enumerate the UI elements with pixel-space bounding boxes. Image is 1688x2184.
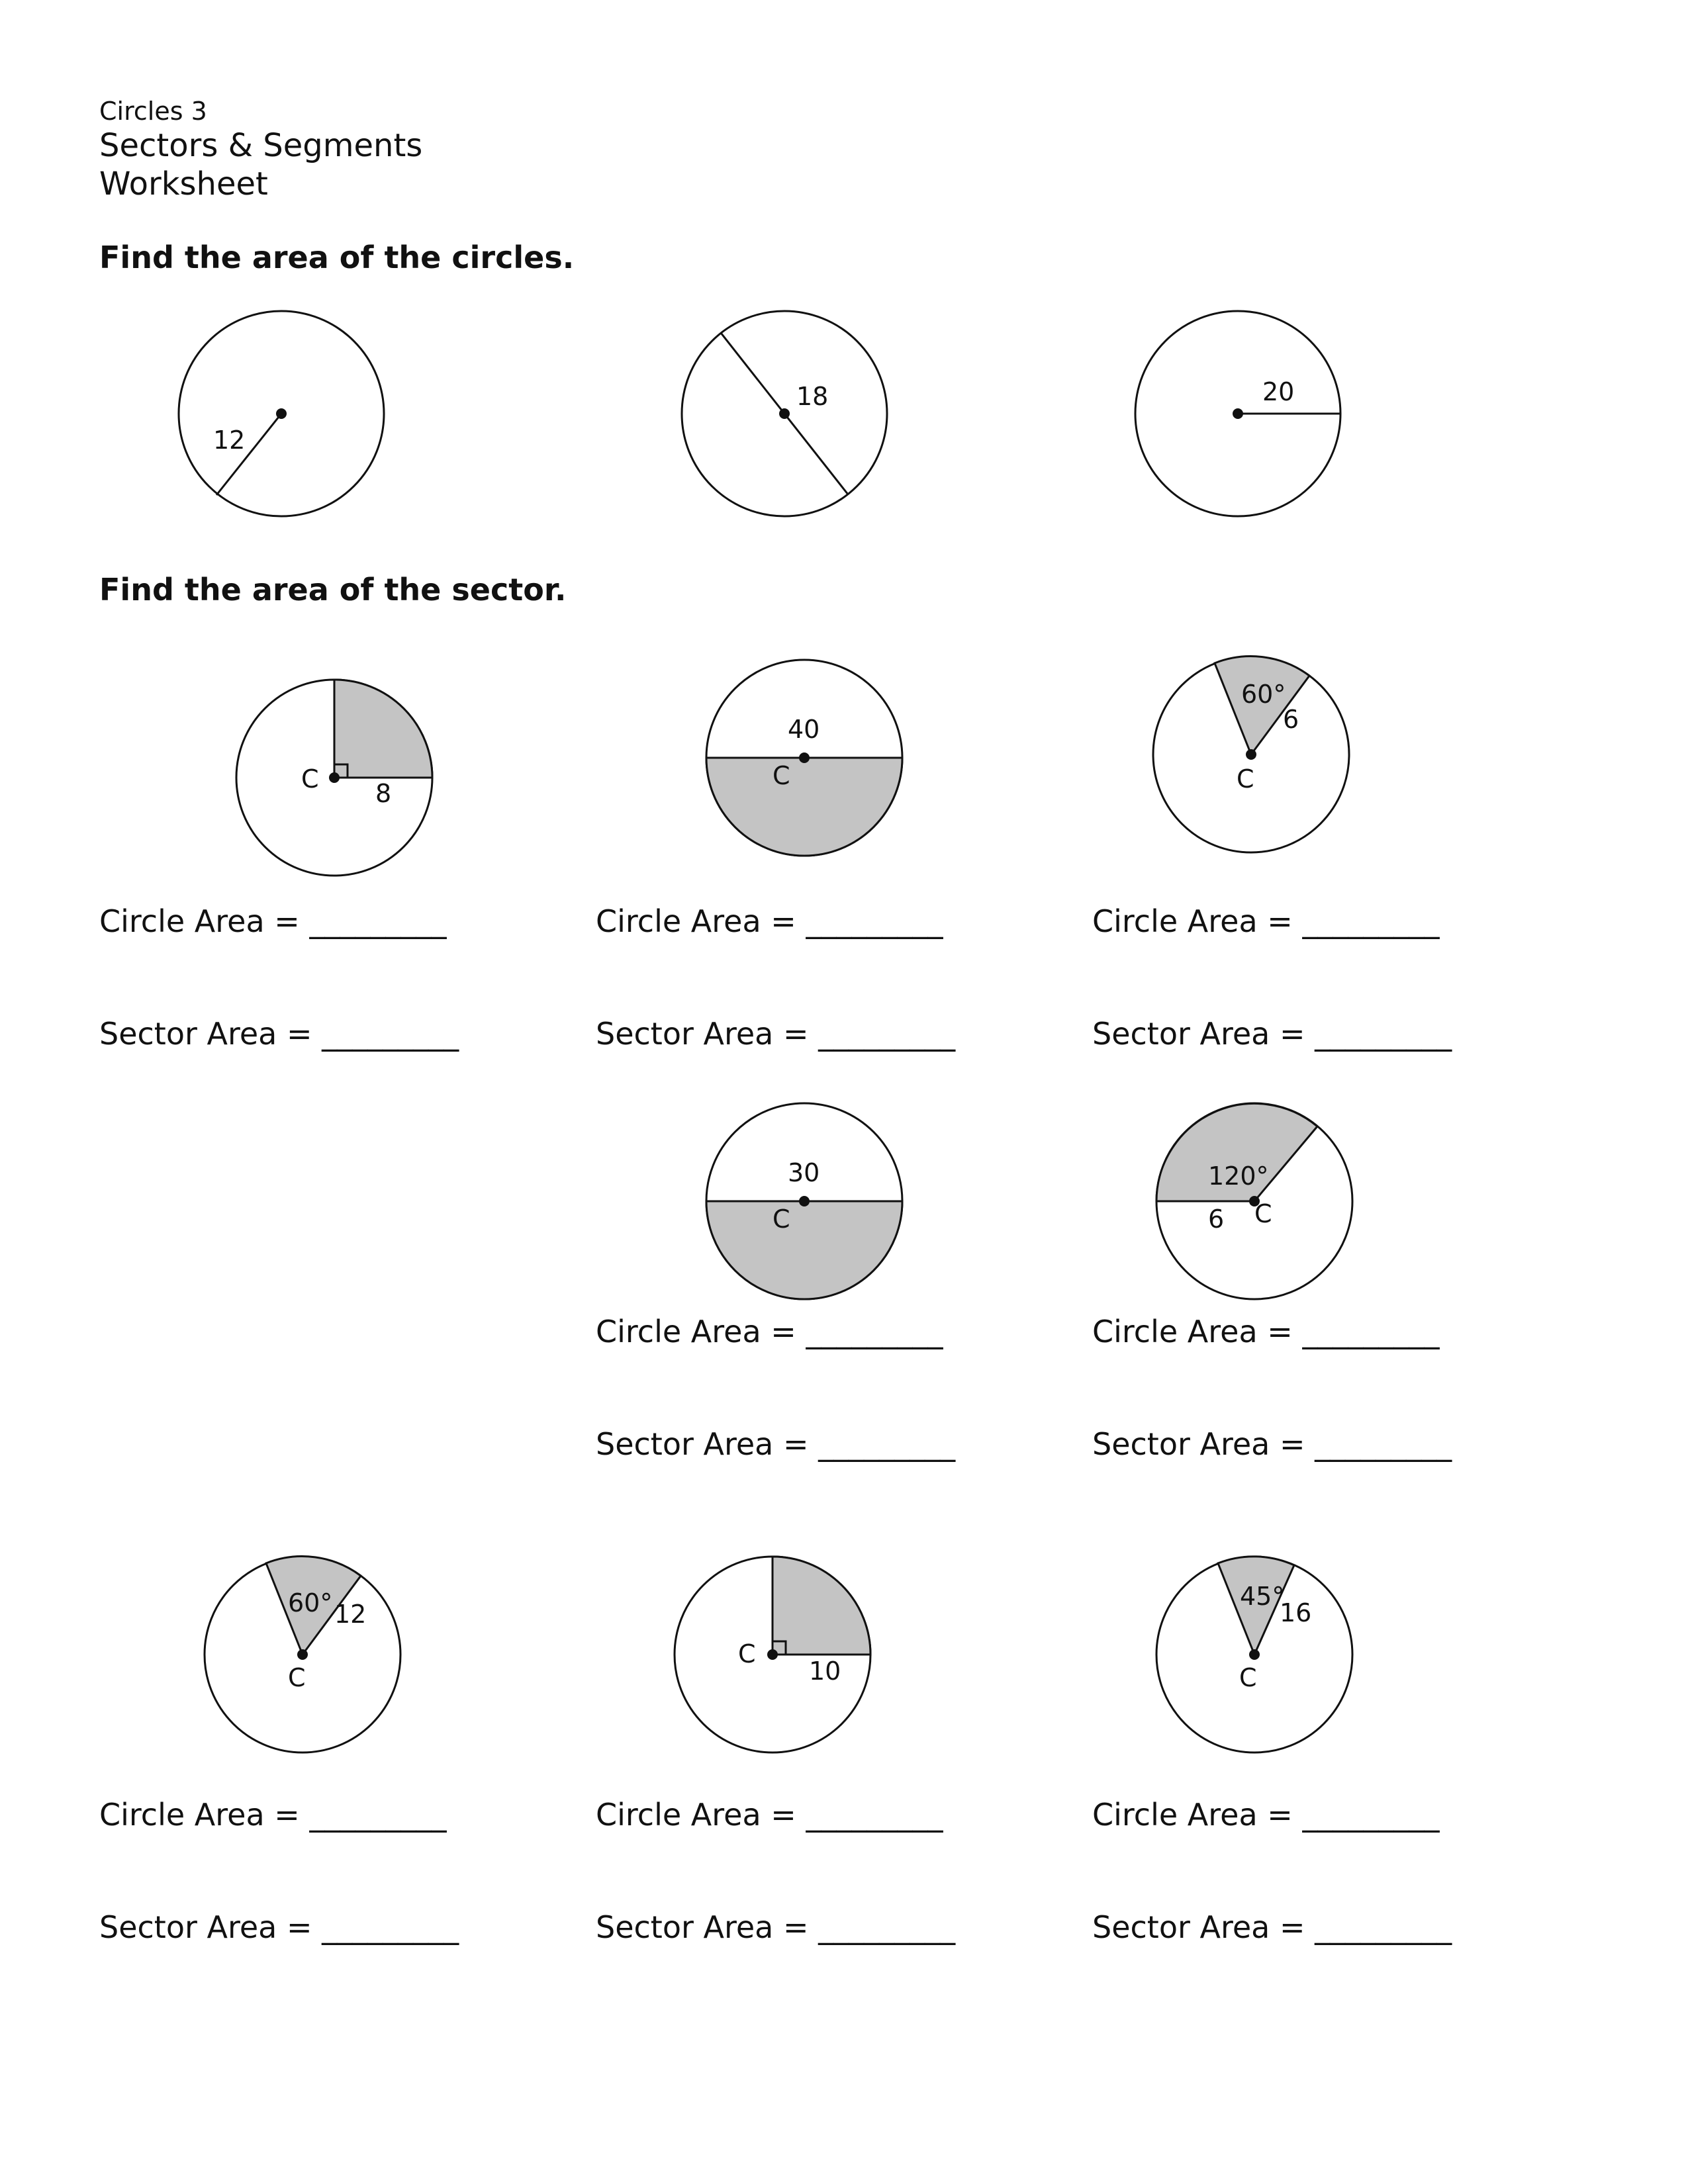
radius-label: 20	[1262, 377, 1295, 406]
angle-label: 45°	[1240, 1582, 1285, 1611]
center-label: C	[1254, 1199, 1272, 1228]
sector-figure-3	[1152, 655, 1357, 860]
center-point	[1249, 1649, 1260, 1660]
sector-area-answer-4[interactable]: Sector Area = _________	[596, 1426, 956, 1462]
center-point	[799, 1196, 810, 1206]
circle-area-answer-8[interactable]: Circle Area = _________	[1092, 1797, 1440, 1833]
sector-area-answer-7[interactable]: Sector Area = _________	[596, 1909, 956, 1945]
sector-figure-5	[1155, 1102, 1360, 1307]
sector-figure-6	[203, 1555, 408, 1760]
center-point	[1246, 749, 1256, 760]
sector-area-answer-2[interactable]: Sector Area = _________	[596, 1016, 956, 1052]
center-point	[779, 408, 790, 419]
shaded-semicircle	[706, 1201, 902, 1299]
center-point	[1233, 408, 1243, 419]
worksheet-subtitle: Worksheet	[99, 165, 268, 203]
instruction-circles: Find the area of the circles.	[99, 240, 575, 275]
center-label: C	[301, 764, 319, 794]
center-label: C	[738, 1639, 756, 1668]
circle-figure-3	[1129, 311, 1347, 529]
shaded-sector	[334, 680, 432, 778]
sector-figure-2	[705, 659, 910, 864]
center-label: C	[773, 1205, 790, 1234]
center-point	[799, 752, 810, 763]
center-point	[767, 1649, 778, 1660]
instruction-sectors: Find the area of the sector.	[99, 572, 567, 608]
sector-figure-4	[705, 1102, 910, 1307]
sector-area-answer-1[interactable]: Sector Area = _________	[99, 1016, 459, 1052]
radius-label: 6	[1283, 705, 1299, 734]
angle-label: 60°	[288, 1588, 333, 1617]
center-point	[329, 772, 340, 783]
radius-label: 10	[809, 1657, 841, 1686]
diameter-label: 40	[788, 715, 820, 744]
circle-figure-1	[172, 311, 391, 529]
worksheet-title: Sectors & Segments	[99, 127, 423, 164]
circle-area-answer-5[interactable]: Circle Area = _________	[1092, 1314, 1440, 1349]
sector-figure-8	[1155, 1555, 1360, 1760]
sector-figure-1	[235, 678, 440, 884]
shaded-semicircle	[706, 758, 902, 856]
center-label: C	[1237, 764, 1254, 794]
sector-area-answer-3[interactable]: Sector Area = _________	[1092, 1016, 1452, 1052]
sector-area-answer-6[interactable]: Sector Area = _________	[99, 1909, 459, 1945]
radius-label: 6	[1208, 1205, 1225, 1234]
sector-area-answer-8[interactable]: Sector Area = _________	[1092, 1909, 1452, 1945]
angle-label: 120°	[1208, 1161, 1269, 1191]
worksheet-series: Circles 3	[99, 97, 207, 126]
angle-label: 60°	[1241, 680, 1286, 709]
circle-area-answer-7[interactable]: Circle Area = _________	[596, 1797, 943, 1833]
radius-label: 16	[1280, 1598, 1312, 1627]
center-point	[297, 1649, 308, 1660]
circle-figure-2	[675, 311, 894, 529]
radius-label: 8	[375, 779, 392, 808]
circle-area-answer-4[interactable]: Circle Area = _________	[596, 1314, 943, 1349]
sector-figure-7	[673, 1555, 878, 1760]
diameter-label: 18	[796, 382, 829, 411]
center-label: C	[288, 1663, 306, 1692]
radius-label: 12	[213, 426, 246, 455]
center-label: C	[773, 761, 790, 790]
sector-area-answer-5[interactable]: Sector Area = _________	[1092, 1426, 1452, 1462]
shaded-sector	[773, 1557, 870, 1655]
center-label: C	[1239, 1663, 1257, 1692]
radius-label: 12	[334, 1600, 367, 1629]
circle-area-answer-3[interactable]: Circle Area = _________	[1092, 903, 1440, 939]
diameter-label: 30	[788, 1158, 820, 1187]
circle-area-answer-6[interactable]: Circle Area = _________	[99, 1797, 447, 1833]
circle-area-answer-2[interactable]: Circle Area = _________	[596, 903, 943, 939]
circle-area-answer-1[interactable]: Circle Area = _________	[99, 903, 447, 939]
center-point	[276, 408, 287, 419]
